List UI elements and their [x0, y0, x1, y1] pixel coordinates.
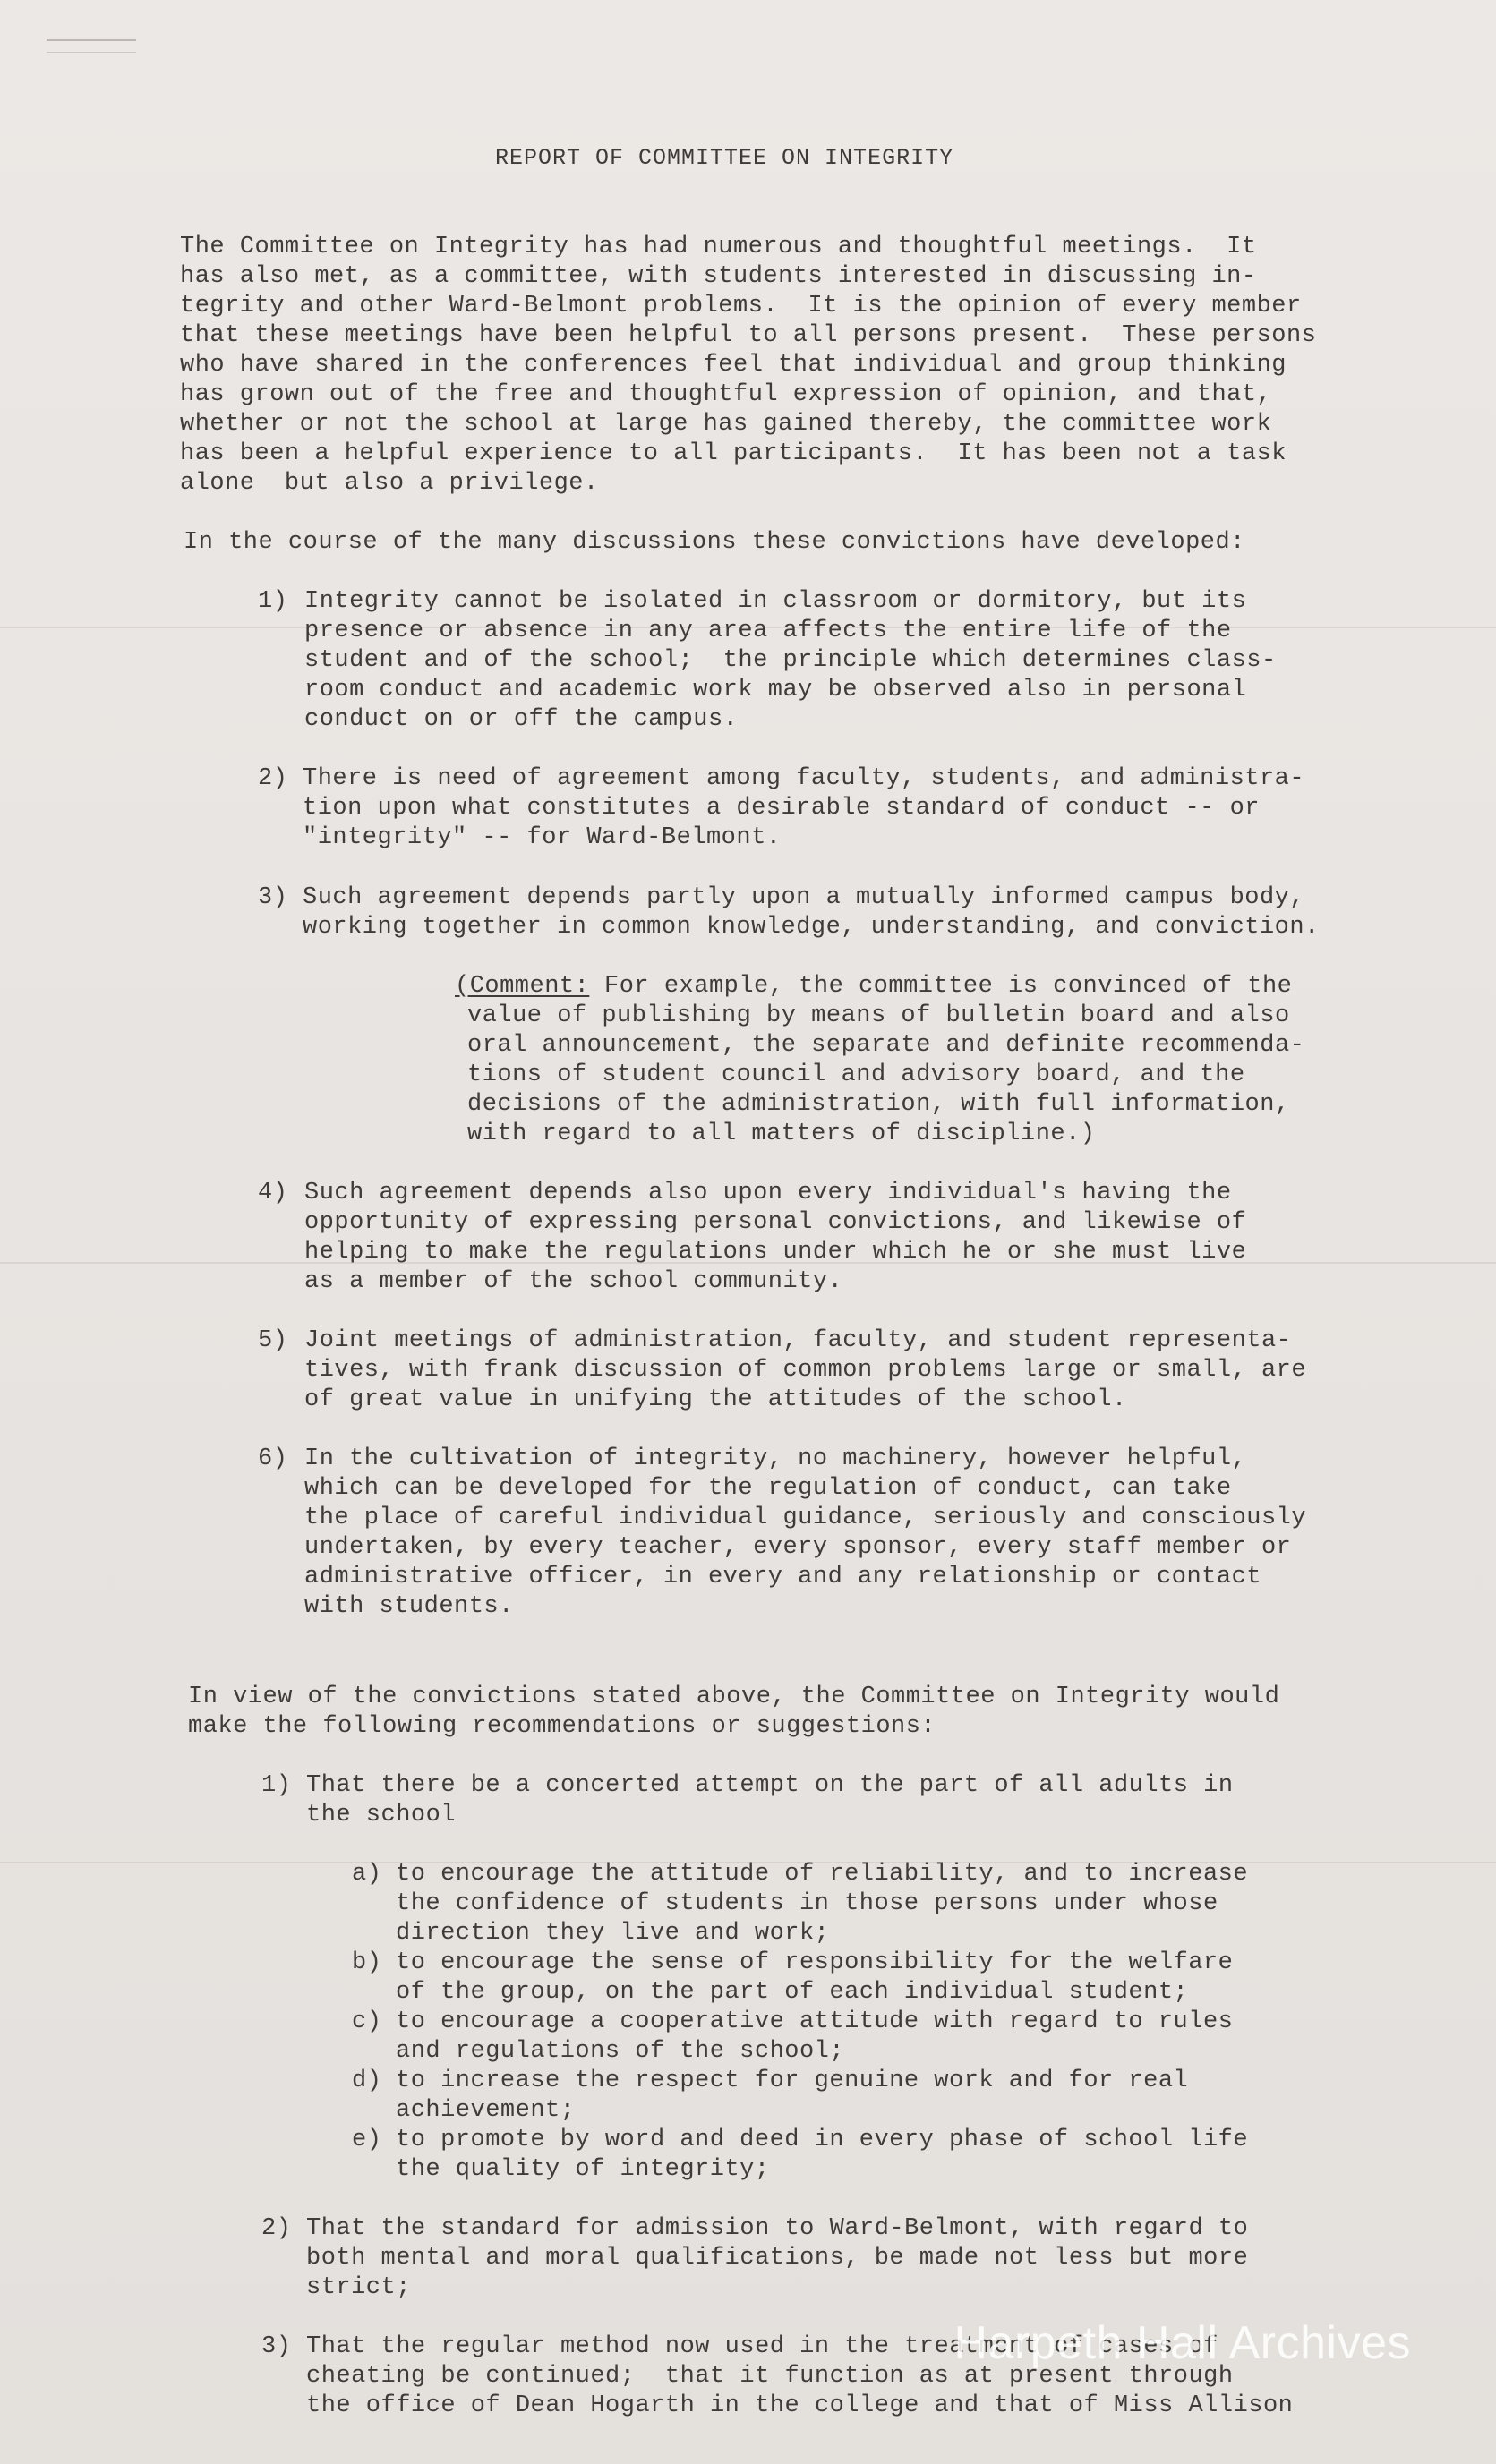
subitem-letter: b)	[352, 1949, 382, 1976]
item-line: Such agreement depends also upon every individual's having the	[304, 1180, 1232, 1206]
convictions-intro: In the course of the many discussions these convictions have developed:	[184, 529, 1245, 556]
paragraph-line: The Committee on Integrity has had numerous and thoughtful meetings. It	[180, 234, 1257, 260]
item-line: That there be a concerted attempt on the part of all adults in	[306, 1772, 1234, 1799]
subitem-letter: c)	[352, 2008, 382, 2035]
item-line: the school	[306, 1802, 457, 1829]
paragraph-line: alone but also a privilege.	[180, 470, 599, 497]
item-line: opportunity of expressing personal convictions, and likewise of	[304, 1209, 1247, 1236]
recommendations-intro: In view of the convictions stated above, the Committee on Integrity would	[188, 1684, 1280, 1710]
item-line: working together in common knowledge, understanding, and conviction.	[303, 914, 1320, 941]
item-number: 5)	[258, 1327, 288, 1354]
paragraph-line: who have shared in the conferences feel that individual and group thinking	[180, 352, 1287, 379]
recommendations-intro: make the following recommendations or suggestions:	[188, 1713, 936, 1740]
subitem-line: achievement;	[396, 2097, 576, 2124]
comment-line: with regard to all matters of discipline.)	[467, 1121, 1096, 1147]
subitem-letter: e)	[352, 2127, 382, 2153]
item-line: which can be developed for the regulation of conduct, can take	[304, 1475, 1232, 1502]
subitem-line: the confidence of students in those persons under whose	[396, 1890, 1218, 1917]
archive-watermark: Harpeth Hall Archives	[953, 2317, 1411, 2369]
tape-mark	[47, 39, 136, 53]
comment-first-line	[455, 972, 1292, 1002]
item-line: presence or absence in any area affects the entire life of the	[304, 618, 1232, 644]
item-line: student and of the school; the principle which determines class-	[304, 647, 1277, 674]
item-line: Integrity cannot be isolated in classroom or dormitory, but its	[304, 588, 1247, 615]
item-number: 3)	[261, 2333, 292, 2360]
item-line: administrative officer, in every and any relationship or contact	[304, 1564, 1261, 1590]
comment-line: decisions of the administration, with full information,	[467, 1091, 1290, 1118]
item-line: of great value in unifying the attitudes of the school.	[304, 1386, 1127, 1413]
item-line: as a member of the school community.	[304, 1268, 843, 1295]
item-line: In the cultivation of integrity, no machinery, however helpful,	[304, 1445, 1247, 1472]
subitem-letter: d)	[352, 2068, 382, 2094]
item-line: the place of careful individual guidance, seriously and consciously	[304, 1505, 1307, 1531]
subitem-line: of the group, on the part of each individual student;	[396, 1979, 1189, 2006]
item-number: 2)	[258, 765, 288, 792]
item-line: Joint meetings of administration, faculty, and student representa-	[304, 1327, 1292, 1354]
comment-text: For example, the committee is convinced of the	[589, 973, 1293, 1000]
document-title: REPORT OF COMMITTEE ON INTEGRITY	[495, 145, 954, 171]
item-line: That the standard for admission to Ward-Belmont, with regard to	[306, 2215, 1249, 2242]
subitem-letter: a)	[352, 1861, 382, 1888]
item-line: the office of Dean Hogarth in the college and that of Miss Allison	[306, 2392, 1294, 2419]
item-line: with students.	[304, 1593, 514, 1620]
item-line: "integrity" -- for Ward-Belmont.	[303, 824, 782, 851]
item-line: There is need of agreement among faculty, students, and administra-	[303, 765, 1305, 792]
item-number: 2)	[261, 2215, 292, 2242]
paragraph-line: has been a helpful experience to all participants. It has been not a task	[180, 440, 1287, 467]
paragraph-line: whether or not the school at large has gained thereby, the committee work	[180, 411, 1272, 438]
paragraph-line: has grown out of the free and thoughtful expression of opinion, and that,	[180, 381, 1272, 408]
comment-line: oral announcement, the separate and definite recommenda-	[467, 1032, 1305, 1059]
item-number: 6)	[258, 1445, 288, 1472]
item-line: both mental and moral qualifications, be made not less but more	[306, 2245, 1249, 2272]
paragraph-line: tegrity and other Ward-Belmont problems. It is the opinion of every member	[180, 293, 1302, 320]
paragraph-line: has also met, as a committee, with students interested in discussing in-	[180, 263, 1257, 290]
item-line: room conduct and academic work may be observed also in personal	[304, 677, 1247, 703]
comment-label: (Comment:	[455, 973, 590, 1000]
subitem-line: to increase the respect for genuine work and for real	[396, 2068, 1189, 2094]
item-line: That the regular method now used in the treatment of cases of	[306, 2333, 1218, 2360]
subitem-line: and regulations of the school;	[396, 2038, 845, 2065]
item-line: tives, with frank discussion of common problems large or small, are	[304, 1357, 1307, 1384]
subitem-line: to encourage the sense of responsibility for the welfare	[396, 1949, 1234, 1976]
subitem-line: direction they live and work;	[396, 1920, 830, 1947]
item-line: conduct on or off the campus.	[304, 706, 739, 733]
subitem-line: the quality of integrity;	[396, 2156, 770, 2183]
item-line: strict;	[306, 2274, 411, 2301]
subitem-line: to promote by word and deed in every phase of school life	[396, 2127, 1249, 2153]
item-number: 1)	[261, 1772, 292, 1799]
item-line: tion upon what constitutes a desirable standard of conduct -- or	[303, 795, 1260, 822]
item-number: 3)	[258, 884, 288, 911]
paragraph-line: that these meetings have been helpful to all persons present. These persons	[180, 322, 1317, 349]
subitem-line: to encourage the attitude of reliability, and to increase	[396, 1861, 1249, 1888]
comment-line: value of publishing by means of bulletin board and also	[467, 1002, 1290, 1029]
item-line: cheating be continued; that it function as at present through	[306, 2363, 1234, 2390]
item-number: 4)	[258, 1180, 288, 1206]
item-line: undertaken, by every teacher, every sponsor, every staff member or	[304, 1534, 1292, 1561]
item-line: Such agreement depends partly upon a mutually informed campus body,	[303, 884, 1305, 911]
subitem-line: to encourage a cooperative attitude with regard to rules	[396, 2008, 1234, 2035]
item-line: helping to make the regulations under which he or she must live	[304, 1239, 1247, 1266]
item-number: 1)	[258, 588, 288, 615]
comment-line: tions of student council and advisory board, and the	[467, 1061, 1245, 1088]
